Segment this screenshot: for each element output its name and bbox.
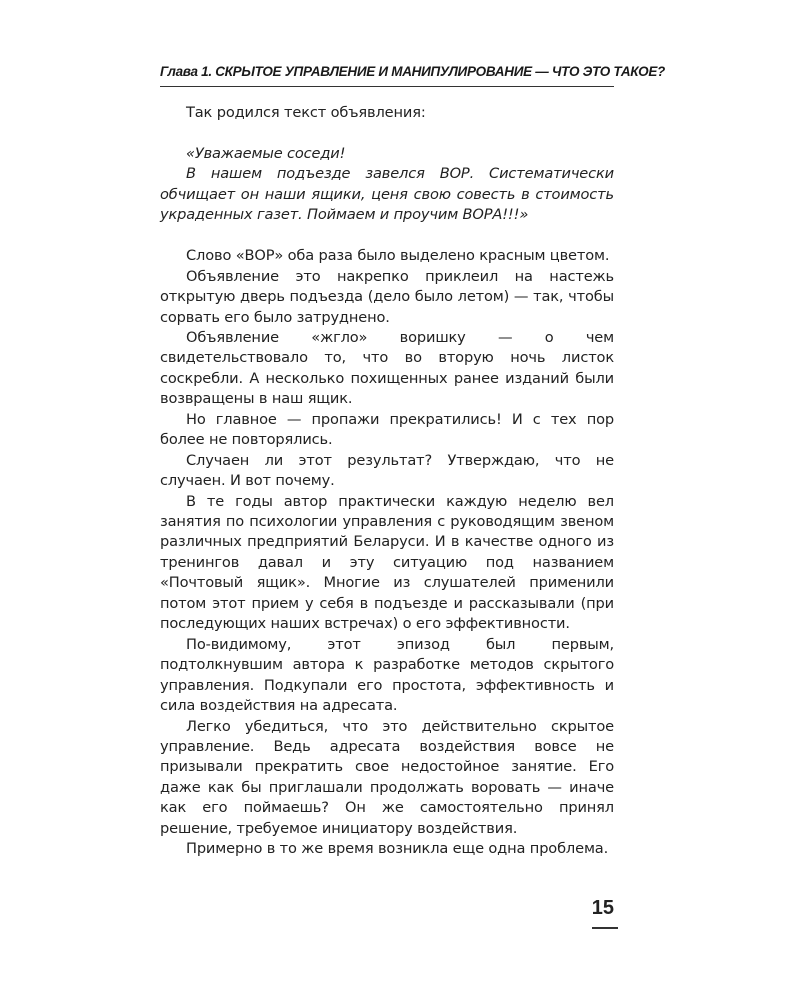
running-header: Глава 1. СКРЫТОЕ УПРАВЛЕНИЕ И МАНИПУЛИРОВАНИЕ — ЧТО ЭТО ТАКОЕ?: [160, 64, 665, 79]
page-number-rule: [592, 927, 618, 929]
page-number: 15: [591, 897, 614, 919]
paragraph: По-видимому, этот эпизод был первым, подтолкнувшим автора к разработке методов скрытого управления. Подкупали его простота, эффективность и сила воздействия на адресата.: [160, 635, 614, 715]
paragraph: Объявление это накрепко приклеил на настежь открытую дверь подъезда (дело было летом) — так, чтобы сорвать его было затруднено.: [160, 267, 614, 326]
body-text: [160, 103, 614, 860]
header-rule: [160, 86, 614, 87]
paragraph: Объявление «жгло» воришку — о чем свидетельствовало то, что во вторую ночь листок соскребли. А несколько похищенных ранее изданий были возвращены в наш ящик.: [160, 328, 614, 408]
paragraph: Случаен ли этот результат? Утверждаю, что не случаен. И вот почему.: [160, 451, 614, 490]
paragraph: Слово «ВОР» оба раза было выделено красным цветом.: [186, 247, 610, 265]
notice-quote: [160, 144, 614, 226]
paragraph: Но главное — пропажи прекратились! И с тех пор более не повторялись.: [160, 410, 614, 449]
quote-line: «Уважаемые соседи!: [186, 144, 346, 162]
intro-line: Так родился текст объявления:: [186, 104, 426, 121]
paragraph: Легко убедиться, что это действительно скрытое управление. Ведь адресата воздействия вовсе не призывали прекратить свое недостойное занятие. Его даже как бы приглашали продолжать воровать — иначе как его поймаешь? Он же самостоятельно принял решение, требуемое инициатору воздействия.: [160, 717, 614, 837]
paragraph: В те годы автор практически каждую неделю вел занятия по психологии управления с руководящим звеном различных предприятий Беларуси. И в качестве одного из тренингов давал и эту ситуацию под названием «Почтовый ящик». Многие из слушателей применили потом этот прием у себя в подъезде и рассказывали (при последующих наших встречах) о его эффективности.: [160, 492, 614, 633]
paragraph: Примерно в то же время возникла еще одна проблема.: [186, 840, 609, 858]
quote-line: В нашем подъезде завелся ВОР. Систематически обчищает он наши ящики, ценя свою совесть в стоимость украденных газет. Поймаем и проучим ВОРА!!!»: [160, 165, 614, 224]
